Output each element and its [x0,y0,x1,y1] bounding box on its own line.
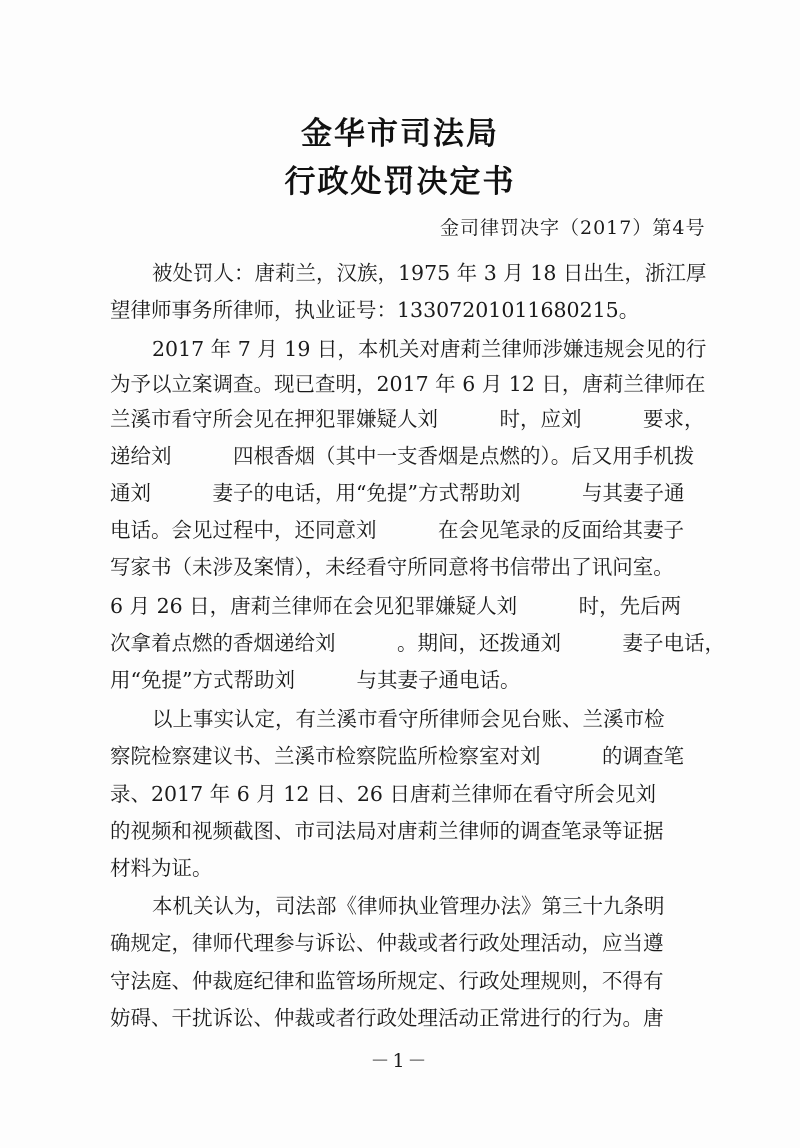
body-line: 兰溪市看守所会见在押犯罪嫌疑人刘 时，应刘 要求， [110,407,705,431]
body-line: 为予以立案调查。现已查明，2017 年 6 月 12 日，唐莉兰律师在 [110,372,706,396]
page-number: －1－ [370,1050,430,1072]
body-line: 望律师事务所律师，执业证号：13307201011680215。 [110,298,640,322]
body-line: 次拿着点燃的香烟递给刘 。期间，还拨通刘 妻子电话， [110,631,725,655]
body-line: 递给刘 四根香烟（其中一支香烟是点燃的）。后又用手机拨 [110,444,695,468]
body-line: 材料为证。 [110,856,213,880]
body-line: 以上事实认定，有兰溪市看守所律师会见台账、兰溪市检 [152,707,665,731]
body-line: 被处罚人：唐莉兰，汉族，1975 年 3 月 18 日出生，浙江厚 [152,261,707,285]
body-line: 录、2017 年 6 月 12 日、26 日唐莉兰律师在看守所会见刘 [110,782,656,806]
body-line: 守法庭、仲裁庭纪律和监管场所规定、行政处理规则，不得有 [110,969,664,993]
body-line: 确规定，律师代理参与诉讼、仲裁或者行政处理活动，应当遵 [110,931,664,955]
body-line: 本机关认为，司法部《律师执业管理办法》第三十九条明 [152,894,665,918]
body-line: 用“免提”方式帮助刘 与其妻子通电话。 [110,668,521,692]
body-line: 写家书（未涉及案情），未经看守所同意将书信带出了讯问室。 [110,555,674,579]
body-line: 通刘 妻子的电话，用“免提”方式帮助刘 与其妻子通 [110,481,685,505]
document-number: 金司律罚决字（2017）第4号 [440,217,706,239]
body-line: 2017 年 7 月 19 日，本机关对唐莉兰律师涉嫌违规会见的行 [152,337,707,361]
body-line: 察院检察建议书、兰溪市检察院监所检察室对刘 的调查笔 [110,744,684,768]
document-title-agency: 金华市司法局 [301,116,499,152]
body-line: 6 月 26 日，唐莉兰律师在会见犯罪嫌疑人刘 时，先后两 [110,594,682,618]
body-line: 的视频和视频截图、市司法局对唐莉兰律师的调查笔录等证据 [110,819,664,843]
document-title-type: 行政处罚决定书 [284,164,516,200]
body-line: 妨碍、干扰诉讼、仲裁或者行政处理活动正常进行的行为。唐 [110,1006,664,1030]
body-line: 电话。会见过程中，还同意刘 在会见笔录的反面给其妻子 [110,518,684,542]
